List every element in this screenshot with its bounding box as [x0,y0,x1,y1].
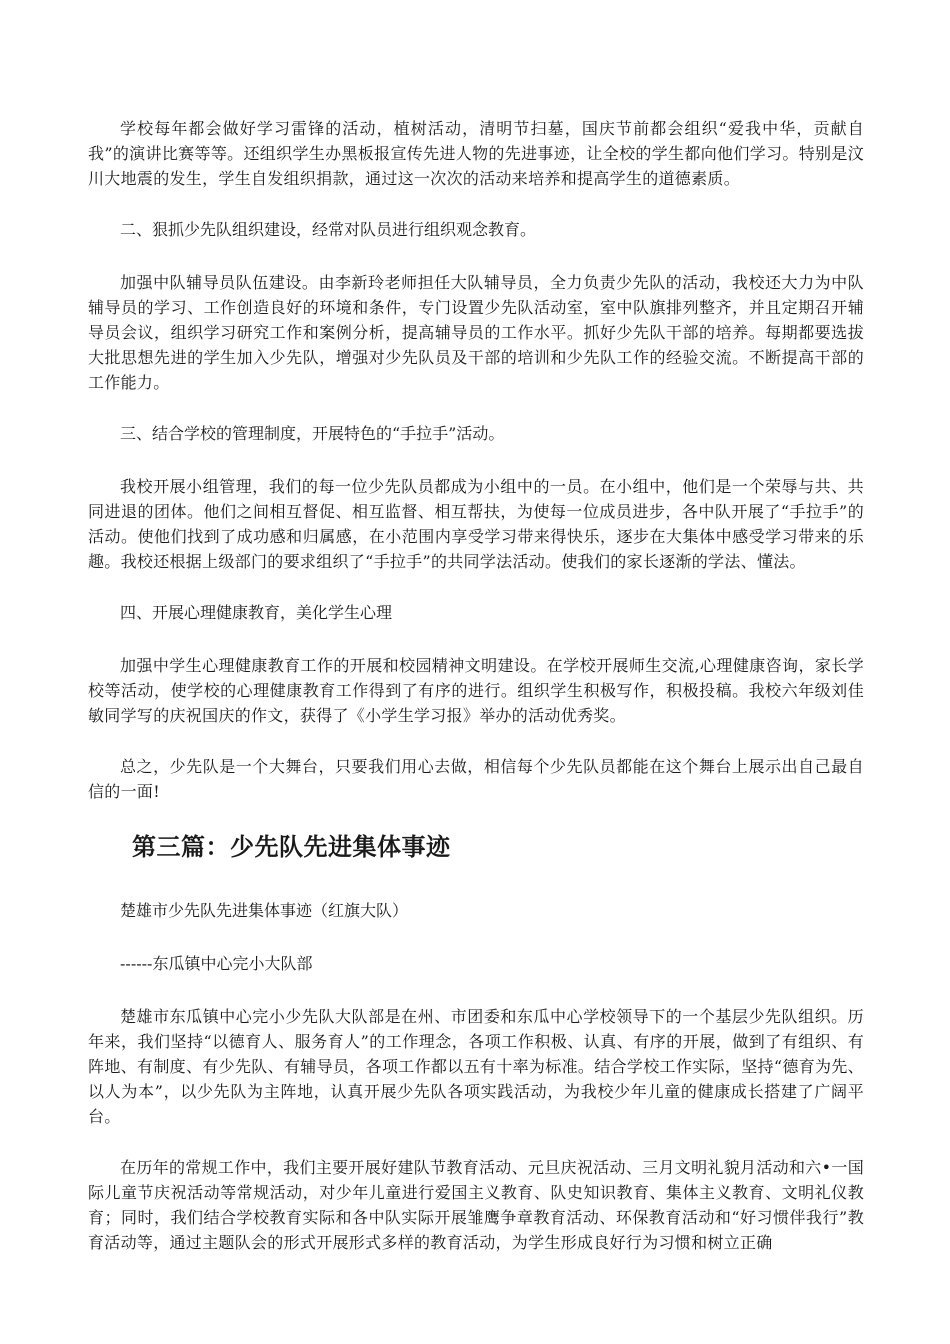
section-heading-3: 三、结合学校的管理制度，开展特色的“手拉手”活动。 [120,424,505,443]
document-page [88,116,864,1281]
paragraph-mental-health: 加强中学生心理健康教育工作的开展和校园精神文明建设。在学校开展师生交流,心理健康咨询，家长学校等活动，使学校的心理健康教育工作得到了有序的进行。组织学生积极写作，积极投稿。我校六年级刘佳敏同学写的庆祝国庆的作文，获得了《小学生学习报》举办的活动优秀奖。 [88,656,864,725]
paragraph-routine-work: 在历年的常规工作中，我们主要开展好建队节教育活动、元旦庆祝活动、三月文明礼貌月活动和六•一国际儿童节庆祝活动等常规活动，对少年儿童进行爱国主义教育、队史知识教育、集体主义教育、文明礼仪教育；同时，我们结合学校教育实际和各中队实际开展雏鹰争章教育活动、环保教育活动和“好习惯伴我行”教育活动等，通过主题队会的形式开展形式多样的教育活动，为学生形成良好行为习惯和树立正确 [88,1158,864,1252]
paragraph-counselors: 加强中队辅导员队伍建设。由李新玲老师担任大队辅导员，全力负责少先队的活动，我校还大力为中队辅导员的学习、工作创造良好的环境和条件，专门设置少先队活动室，室中队旗排列整齐，并且定期召开辅导员会议，组织学习研究工作和案例分析，提高辅导员的工作水平。抓好少先队干部的培养。每期都要选拔大批思想先进的学生加入少先队，增强对少先队员及干部的培训和少先队工作的经验交流。不断提高干部的工作能力。 [88,273,864,392]
chapter-title: 第三篇：少先队先进集体事迹 [132,832,451,861]
paragraph-hand-in-hand: 我校开展小组管理，我们的每一位少先队员都成为小组中的一员。在小组中，他们是一个荣辱与共、共同进退的团体。他们之间相互督促、相互监督、相互帮扶，为使每一位成员进步，各中队开展了“手拉手”的活动。使他们找到了成功感和归属感，在小范围内享受学习带来得快乐，逐步在大集体中感受学习带来的乐趣。我校还根据上级部门的要求组织了“手拉手”的共同学法活动。使我们的家长逐渐的学法、懂法。 [88,477,864,571]
paragraph-brigade-intro: 楚雄市东瓜镇中心完小少先队大队部是在州、市团委和东瓜中心学校领导下的一个基层少先队组织。历年来，我们坚持“以德育人、服务育人”的工作理念，各项工作积极、认真、有序的开展，做到了有组织、有阵地、有制度、有少先队、有辅导员，各项工作都以五有十率为标准。结合学校工作实际，坚持“德育为先、以人为本”，以少先队为主阵地，认真开展少先队各项实践活动，为我校少年儿童的健康成长搭建了广阔平台。 [88,1007,864,1126]
section-heading-4: 四、开展心理健康教育，美化学生心理 [120,603,393,622]
subtitle-department: ------东瓜镇中心完小大队部 [120,954,313,973]
paragraph-conclusion: 总之，少先队是一个大舞台，只要我们用心去做，相信每个少先队员都能在这个舞台上展示出自己最自信的一面! [88,757,864,801]
paragraph-activities: 学校每年都会做好学习雷锋的活动，植树活动，清明节扫墓，国庆节前都会组织“爱我中华，贡献自我”的演讲比赛等等。还组织学生办黑板报宣传先进人物的先进事迹，让全校的学生都向他们学习。特别是汶川大地震的发生，学生自发组织捐款，通过这一次次的活动来培养和提高学生的道德素质。 [88,119,864,188]
section-heading-2: 二、狠抓少先队组织建设，经常对队员进行组织观念教育。 [120,220,537,239]
subtitle-collective: 楚雄市少先队先进集体事迹（红旗大队） [120,901,409,920]
